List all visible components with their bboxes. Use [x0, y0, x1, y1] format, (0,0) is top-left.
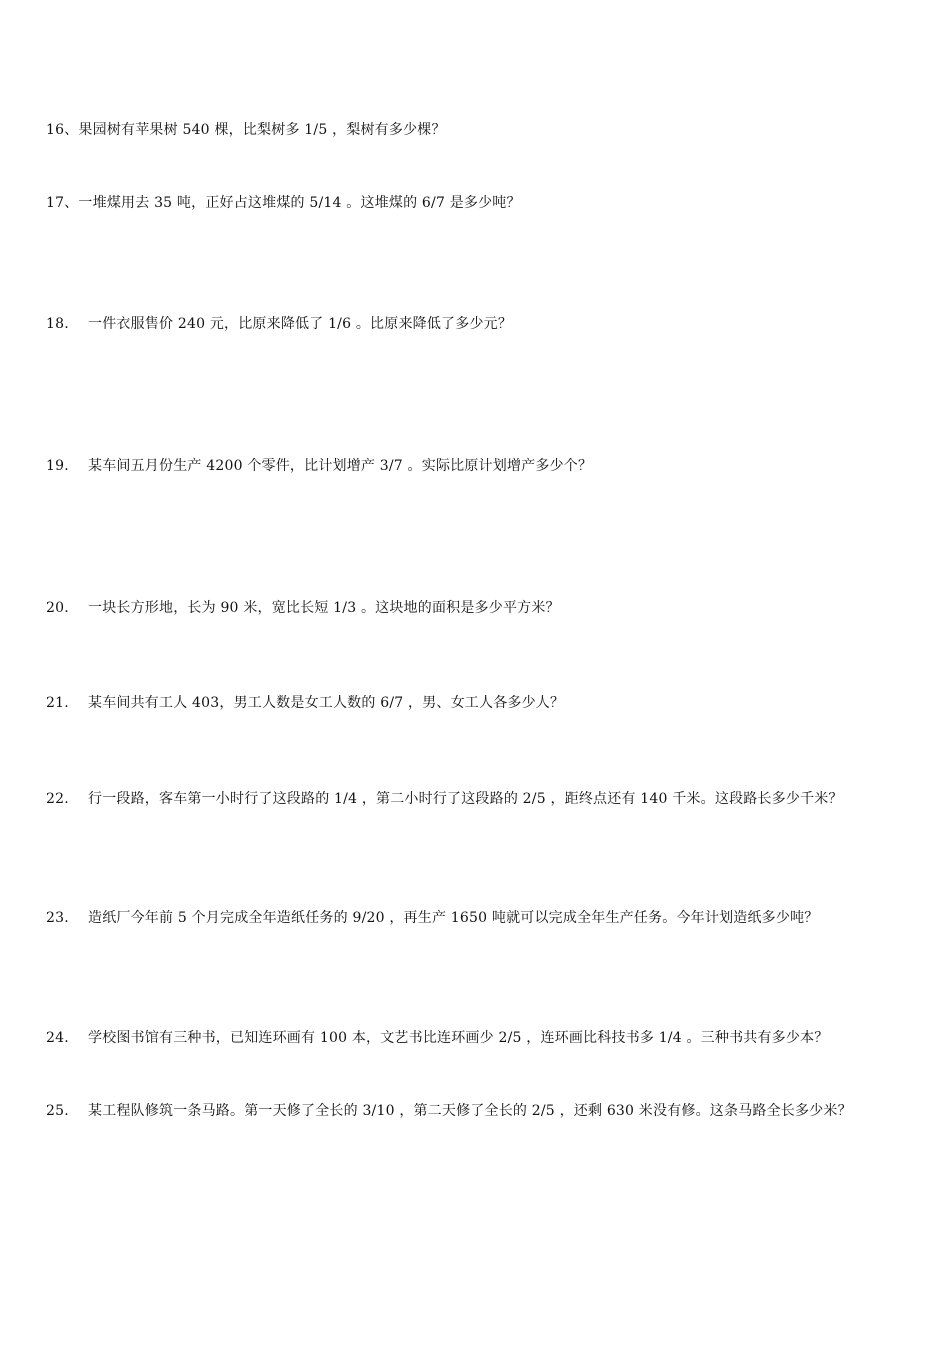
question-24 — [46, 1028, 914, 1048]
question-text: 某工程队修筑一条马路。第一天修了全长的 3/10 ，第二天修了全长的 2/5 ，还剩 630 米没有修。这条马路全长多少米？ — [88, 1103, 852, 1119]
question-text: 果园树有苹果树 540 棵，比梨树多 1/5 ，梨树有多少棵？ — [78, 122, 446, 138]
question-number: 25. — [46, 1103, 69, 1119]
question-number: 20. — [46, 600, 69, 616]
question-number: 19. — [46, 458, 69, 474]
question-number: 22. — [46, 791, 69, 807]
question-21 — [46, 693, 914, 713]
question-text: 某车间共有工人 403，男工人数是女工人数的 6/7 ，男、女工人各多少人？ — [88, 695, 565, 711]
question-number: 24. — [46, 1030, 69, 1046]
question-19 — [46, 456, 914, 476]
question-20 — [46, 598, 914, 618]
question-22 — [46, 789, 914, 809]
question-25 — [46, 1101, 914, 1121]
question-text: 造纸厂今年前 5 个月完成全年造纸任务的 9/20 ，再生产 1650 吨就可以完成全年生产任务。今年计划造纸多少吨？ — [88, 910, 819, 926]
question-text: 行一段路，客车第一小时行了这段路的 1/4 ，第二小时行了这段路的 2/5 ，距终点还有 140 千米。这段路长多少千米？ — [88, 791, 843, 807]
question-number: 18. — [46, 316, 69, 332]
question-text: 某车间五月份生产 4200 个零件，比计划增产 3/7 。实际比原计划增产多少个？ — [88, 458, 593, 474]
question-number: 21. — [46, 695, 69, 711]
question-number: 17、 — [46, 195, 79, 211]
question-text: 学校图书馆有三种书，已知连环画有 100 本，文艺书比连环画少 2/5 ，连环画比科技书多 1/4 。三种书共有多少本？ — [88, 1030, 829, 1046]
question-text: 一件衣服售价 240 元，比原来降低了 1/6 。比原来降低了多少元？ — [88, 316, 513, 332]
question-text: 一块长方形地，长为 90 米，宽比长短 1/3 。这块地的面积是多少平方米？ — [88, 600, 560, 616]
question-17 — [46, 193, 914, 213]
question-number: 23. — [46, 910, 69, 926]
question-18 — [46, 314, 914, 334]
question-text: 一堆煤用去 35 吨，正好占这堆煤的 5/14 。这堆煤的 6/7 是多少吨？ — [78, 195, 521, 211]
question-number: 16、 — [46, 122, 79, 138]
question-23 — [46, 908, 914, 928]
question-16 — [46, 120, 914, 140]
